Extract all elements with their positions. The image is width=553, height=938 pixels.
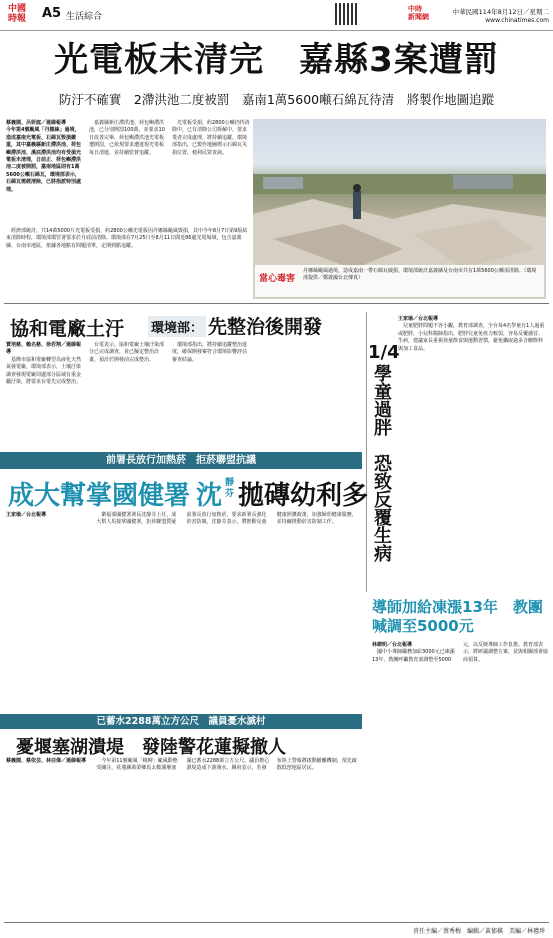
article4-title-b-prefix: 沈 [196,481,223,511]
article5-body [372,642,548,664]
lead-body-mid: 嘉義縣新庄滯洪池、荷包嶼滯洪池，已分別開罰100萬，並要求10日改善完畢，荷包嶼滯洪池光電板遭開罰，已依規要求遭違規光電板每日清運，並持續監督追蹤。 [89,120,165,156]
article2-col-3 [172,342,250,364]
article5-text: 國中小導師職務加給3000元已凍漲13年，教團呼籲教育部調整至5000元，以反映導師工作負擔。教育部表示，將研議調整方案，並與相關部會協商預算。 [372,642,549,663]
article2-body-3: 環境部指出，將持續追蹤整治進度，確保開發案符合環境影響評估審查結論。 [172,342,248,363]
article6-byline: 蔡義園、蔡依芸、林亞偉／連線報導 [6,758,87,764]
column-rule [366,312,367,592]
lead-col-2 [89,120,167,157]
lead-headline: 光電板未清完 嘉縣3案遭罰 [54,40,499,80]
article2-kicker: 環境部： [148,316,206,337]
lead-intro [6,120,83,194]
paper-logo-line-2: 新聞網 [408,13,429,21]
article4-title-b-small: 靜芬 [225,478,235,499]
footer-rule [4,922,549,923]
article2-title: 協和電廠土汙 [10,318,125,340]
article2-title2: 先整治後開發 [208,316,323,338]
lead-intro-text: 今年第4號颱風「丹娜絲」過境，造成嘉南光電板、石綿瓦毀損嚴重，其中嘉義縣新庄滯洪池、荷包嶼滯洪池、溪底滯洪池均有受損光電板未清理，日前正、荷包嶼滯洪池二度被開罰，嘉南地區則有1萬5600公噸石綿瓦，環境部表示，石綿瓦需經清除，已將指派特別處理。 [6,127,82,193]
dateline: 中華民國114年8月12日／星期二 [452,8,549,16]
article3-title: 學童過胖 恐致反覆生病 [371,364,392,562]
qr-code-icon[interactable] [335,3,357,25]
masthead [0,0,553,31]
photo-caption-box [255,265,544,297]
article4-title-b: 拋磚幼利多 [238,481,369,511]
lead-subhead: 防汙不確實 2滯洪池二度被罰 嘉南1萬5600噸石綿瓦待清 將製作地圖追蹤 [58,92,495,107]
article4-band: 前署長放行加熱菸 拒菸聯盟抗議 [0,452,362,469]
article4-text: 衛福部國健署署長沈靜芬上任，成大幫人馬接掌國健署，拒菸聯盟質疑前署長放行加熱菸，要求新署長強化菸害防制。沈靜芬表示，將推動兒童健康照護政策，加強婦幼健康服務，並持續推動菸害防制工作。 [96,512,357,526]
lead-body-right: 光電板受損，約2800公噸仍待清除中，已有清除公司拆解中，要求業者完成處理，將持續追蹤。環境部指出，已製作地圖標示石綿瓦災損位置，便利民眾查詢。 [172,120,250,156]
article6-body [6,758,361,773]
website-url[interactable]: www.chinatimes.com [485,17,549,24]
article6-band: 已蓄水2288萬立方公尺 議員憂水滅村 [0,714,362,729]
article4-body [6,512,361,527]
paper-logo-line-1: 中時 [408,5,422,13]
article2-body-2: 台電表示，協和電廠土壤汙染部分已完成調查，並已擬定整治計畫，預計於開發前完成整治。 [89,342,165,363]
article5-title: 導師加給凍漲13年 教團喊調至5000元 [372,598,543,635]
article3-text: 兒童肥胖問題不容小覷，教育部調查，全台每4名學童有1人過重或肥胖，小兒科醫師指出，肥胖兒童免疫力較弱，容易反覆感冒、生病，建議家長重視孩童飲食與運動習慣，避免攝取過多含糖飲料與加工食品。 [398,323,545,352]
lead-body-bottom [6,228,250,250]
article2-col-2 [89,342,167,364]
article6-title: 憂堰塞湖潰堤 發陸警花蓮擬撤人 [16,737,286,758]
article2-byline: 賈培慈、賴名慈、徐若翔／連線報導 [6,342,82,356]
photo-caption-tag: 當心毒害 [259,274,296,284]
section-name: 生活綜合 [66,12,103,22]
footer-credits: 責任主編／蔡秀梅 編輯／黃郁棋 美編／林禮珍 [412,928,545,935]
article3-body [398,316,547,353]
article3-byline: 王家瑜／台北報導 [398,316,439,322]
photo-caption: 丹娜絲颱風過境，造成嘉南一帶石綿瓦破損，環境部統計嘉義縣及台南市共有1萬5600公噸須清除。（環境部提供／鄭義國台北傳真） [303,268,537,282]
newspaper-logo [8,4,38,26]
logo-line-2: 時報 [8,14,27,24]
chinatimes-news-logo [408,5,429,21]
article4-title-a: 成大幫掌國健署 [8,481,191,511]
article3-vertical-title [368,342,400,562]
article2-col-1 [6,342,83,386]
lead-byline: 蔡義園、呂妍庭／連線報導 [6,120,67,126]
article4-byline: 王家瑜／台北報導 [6,512,47,518]
article6-text: 今年第11號颱風「楊柳」颱風動態受關注，花蓮縣萬榮鄉馬太鞍溪堰塞湖已蓄水2288萬立方公尺，議員擔心潰堤造成下游淹水，縣府表示，若發布陸上警報將啟動撤離機制，預先疏散低窪地區居民。 [96,758,357,772]
article3-fraction: 1/4 [368,342,400,363]
lead-body-left: 經濟部統計，共14萬5000片光電板受損，約2800公噸光電板因丹娜絲颱風毀損，其中今年8月7日第9版結束清除時程，環境部環管署要求於月底前清除。環境部在7月25日至8月11日間近86處光電場域，包含嘉義縣、台南市地區，依據各地點有問題清單，定期到點追蹤。 [6,228,248,249]
divider [4,303,549,304]
lead-photo [253,119,546,299]
logo-line-1: 中國 [8,4,27,14]
article2-body-1: 基隆市協和電廠轉型為液化天然氣發電廠，環境部表示，土壤汙染調查發現電廠周邊部分區域有重金屬汙染，將要求台電先完成整治。 [6,356,82,386]
article5-byline: 林縉明／台北報導 [372,642,413,648]
lead-col-3 [172,120,250,157]
page-number: A5 [42,6,62,21]
